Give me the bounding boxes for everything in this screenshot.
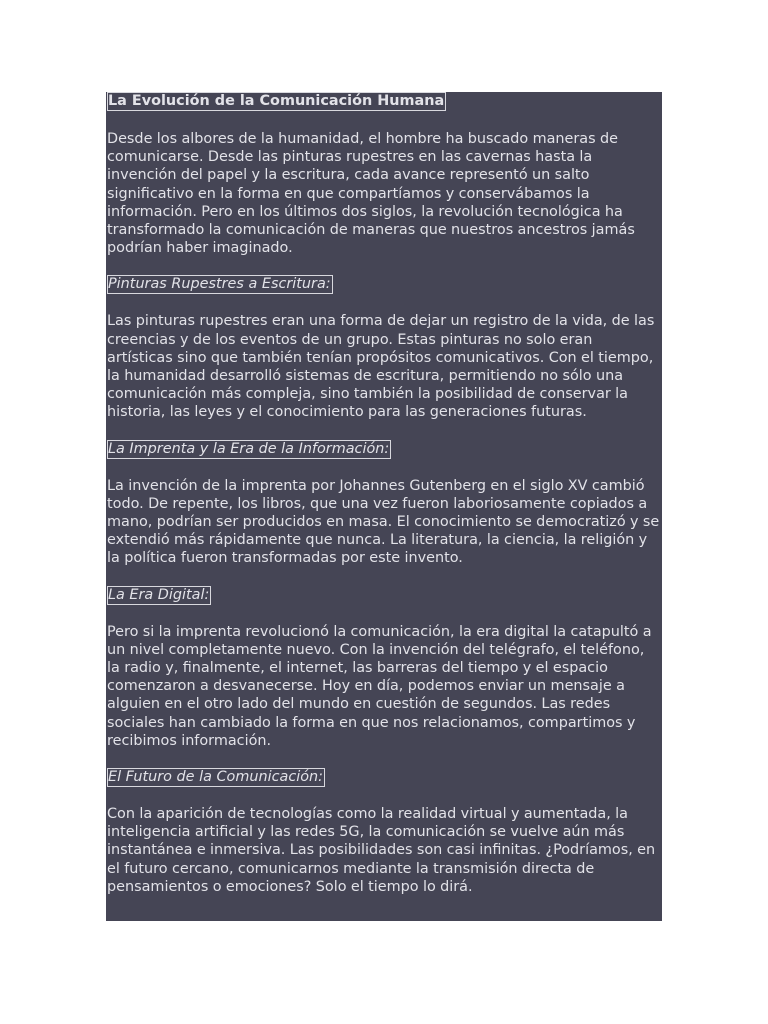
document-block [106, 92, 662, 921]
section-heading-future: El Futuro de la Comunicación: [108, 769, 324, 786]
intro-paragraph: Desde los albores de la humanidad, el hombre ha buscado maneras de comunicarse. Desde las pinturas rupestres en las cavernas hasta la invención del papel y la escritura, cada avance representó un salto significativo en la forma en que compartíamos y conservábamos la información. Pero en los últimos dos siglos, la revolución tecnológica ha transformado la comunicación de maneras que nuestros ancestros jamás podrían haber imaginado. [107, 131, 635, 257]
section-heading-cave-paintings: Pinturas Rupestres a Escritura: [108, 276, 331, 293]
doc-title: La Evolución de la Comunicación Humana [108, 93, 445, 109]
section-body-printing-press: La invención de la imprenta por Johannes Gutenberg en el siglo XV cambió todo. De repente, los libros, que una vez fueron laboriosamente copiados a mano, podrían ser producidos en masa. El conocimiento se democratizó y se extendió más rápidamente que nunca. La literatura, la ciencia, la religión y la política fueron transformadas por este invento. [107, 477, 660, 567]
section-body-digital-era: Pero si la imprenta revolucionó la comunicación, la era digital la catapultó a un nivel completamente nuevo. Con la invención del telégrafo, el teléfono, la radio y, finalmente, el internet, las barreras del tiempo y el espacio comenzaron a desvanecerse. Hoy en día, podemos enviar un mensaje a alguien en el otro lado del mundo en cuestión de segundos. Las redes sociales han cambiado la forma en que nos relacionamos, compartimos y recibimos información. [107, 623, 652, 749]
section-heading-digital-era: La Era Digital: [108, 586, 210, 603]
section-body-future: Con la aparición de tecnologías como la realidad virtual y aumentada, la inteligencia artificial y las redes 5G, la comunicación se vuelve aún más instantánea e inmersiva. Las posibilidades son casi infinitas. ¿Podríamos, en el futuro cercano, comunicarnos mediante la transmisión directa de pensamientos o emociones? Solo el tiempo lo dirá. [107, 806, 656, 895]
section-body-cave-paintings: Las pinturas rupestres eran una forma de dejar un registro de la vida, de las creencias y de los eventos de un grupo. Estas pinturas no solo eran artísticas sino que también tenían propósitos comunicativos. Con el tiempo, la humanidad desarrolló sistemas de escritura, permitiendo no sólo una comunicación más compleja, sino también la posibilidad de conservar la historia, las leyes y el conocimiento para las generaciones futuras. [107, 313, 655, 421]
section-heading-printing-press: La Imprenta y la Era de la Información: [108, 440, 390, 457]
